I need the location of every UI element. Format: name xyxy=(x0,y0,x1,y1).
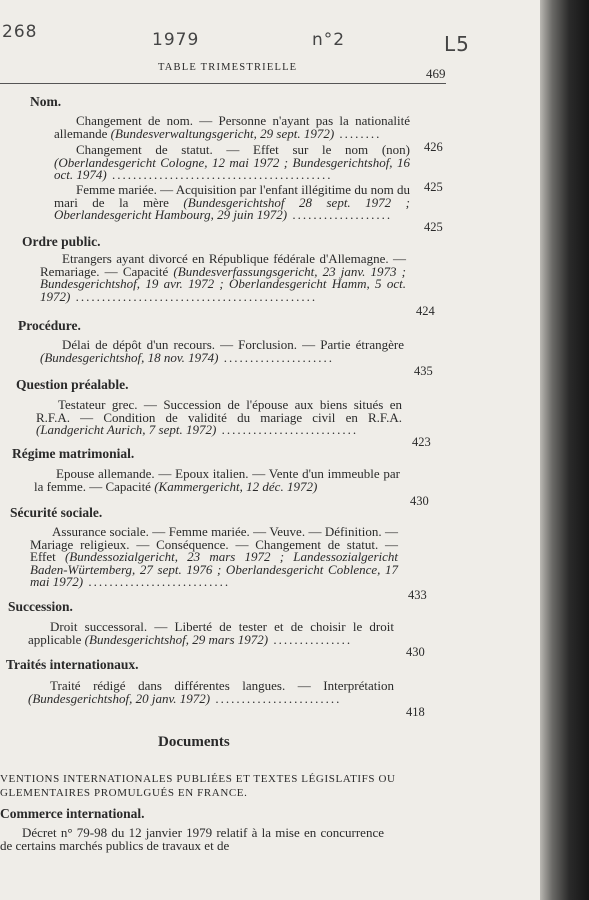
section-title: Sécurité sociale. xyxy=(10,505,103,520)
section-title: Traités internationaux. xyxy=(6,657,139,672)
section-title: Ordre public. xyxy=(22,234,101,249)
entry-page-ref: 425 xyxy=(424,220,443,234)
handwritten-note-right: L5 xyxy=(444,32,470,56)
section-title: Question préalable. xyxy=(16,377,129,392)
handwritten-note-left: 268 xyxy=(2,22,38,42)
documents-paragraph: Décret n° 79-98 du 12 janvier 1979 relatif à la mise en concurrence de certains marchés publics de travaux et de xyxy=(0,825,384,853)
header-rule xyxy=(0,83,446,84)
documents-intro-line: GLEMENTAIRES PROMULGUÉS EN FRANCE. xyxy=(0,787,248,799)
entry-page-ref: 430 xyxy=(406,645,425,659)
index-entry: Testateur grec. — Succession de l'épouse aux biens situés en R.F.A. — Condition de validité du mariage civil en R.F.A. (Landgericht Aurich, 7 sept. 1972) .......................... xyxy=(36,397,402,438)
handwritten-note-number: n°2 xyxy=(312,30,346,50)
section-title: Régime matrimonial. xyxy=(12,446,135,461)
section-title: Succession. xyxy=(8,599,73,614)
section-title: Commerce international. xyxy=(0,806,145,821)
entry-page-ref: 430 xyxy=(410,494,429,508)
index-entry: Assurance sociale. — Femme mariée. — Veuve. — Définition. — Mariage religieux. — Conséquence. — Changement de statut. — Effet (Bundessozialgericht, 23 mars 1972 ; Landessozialgericht Baden-Würtemberg, 27 sept. 1976 ; Oberlandesgericht Coblence, 17 mai 1972) ........................... xyxy=(30,524,399,590)
running-title: TABLE TRIMESTRIELLE xyxy=(158,62,298,73)
documents-heading: Documents xyxy=(158,734,230,750)
entry-page-ref: 424 xyxy=(416,304,435,318)
entry-page-ref: 418 xyxy=(406,705,425,719)
index-entry: Etrangers ayant divorcé en République fédérale d'Allemagne. — Remariage. — Capacité (Bundesverfassungsgericht, 23 janv. 1973 ; Bundesgerichtshof, 19 avr. 1972 ; Oberlandesgericht Hamm, 5 oct. 1972) .............................................. xyxy=(40,251,406,304)
entry-page-ref: 423 xyxy=(412,435,431,449)
entry-page-ref: 433 xyxy=(408,588,427,602)
index-entry: Changement de nom. — Personne n'ayant pas la nationalité allemande (Bundesverwaltungsgericht, 29 sept. 1972) ........ xyxy=(54,113,410,141)
entry-page-ref: 435 xyxy=(414,364,433,378)
handwritten-note-year: 1979 xyxy=(152,30,200,50)
entry-page-ref: 426 xyxy=(424,140,443,154)
page-edge-shadow xyxy=(540,0,589,900)
index-entry: Epouse allemande. — Epoux italien. — Vente d'un immeuble par la femme. — Capacité (Kammergericht, 12 déc. 1972) xyxy=(34,466,400,494)
index-entry: Changement de statut. — Effet sur le nom (non) (Oberlandesgericht Cologne, 12 mai 1972 ; Bundesgerichtshof, 16 oct. 1974) .......................................... xyxy=(54,142,410,183)
section-title: Nom. xyxy=(30,94,62,109)
index-entry: Délai de dépôt d'un recours. — Forclusion. — Partie étrangère (Bundesgerichtshof, 18 nov. 1974) ..................... xyxy=(40,337,404,365)
entry-page-ref: 425 xyxy=(424,180,443,194)
section-title: Procédure. xyxy=(18,318,81,333)
index-entry: Traité rédigé dans différentes langues. — Interprétation (Bundesgerichtshof, 20 janv. 1972) ........................ xyxy=(28,678,394,706)
page-number: 469 xyxy=(426,66,446,81)
documents-intro-line: VENTIONS INTERNATIONALES PUBLIÉES ET TEXTES LÉGISLATIFS OU xyxy=(0,773,396,785)
index-entry: Femme mariée. — Acquisition par l'enfant illégitime du nom du mari de la mère (Bundesgerichtshof 28 sept. 1972 ; Oberlandesgericht Hambourg, 29 juin 1972) ................... xyxy=(54,182,410,223)
index-entry: Droit successoral. — Liberté de tester et de choisir le droit applicable (Bundesgerichtshof, 29 mars 1972) ............... xyxy=(28,619,394,647)
